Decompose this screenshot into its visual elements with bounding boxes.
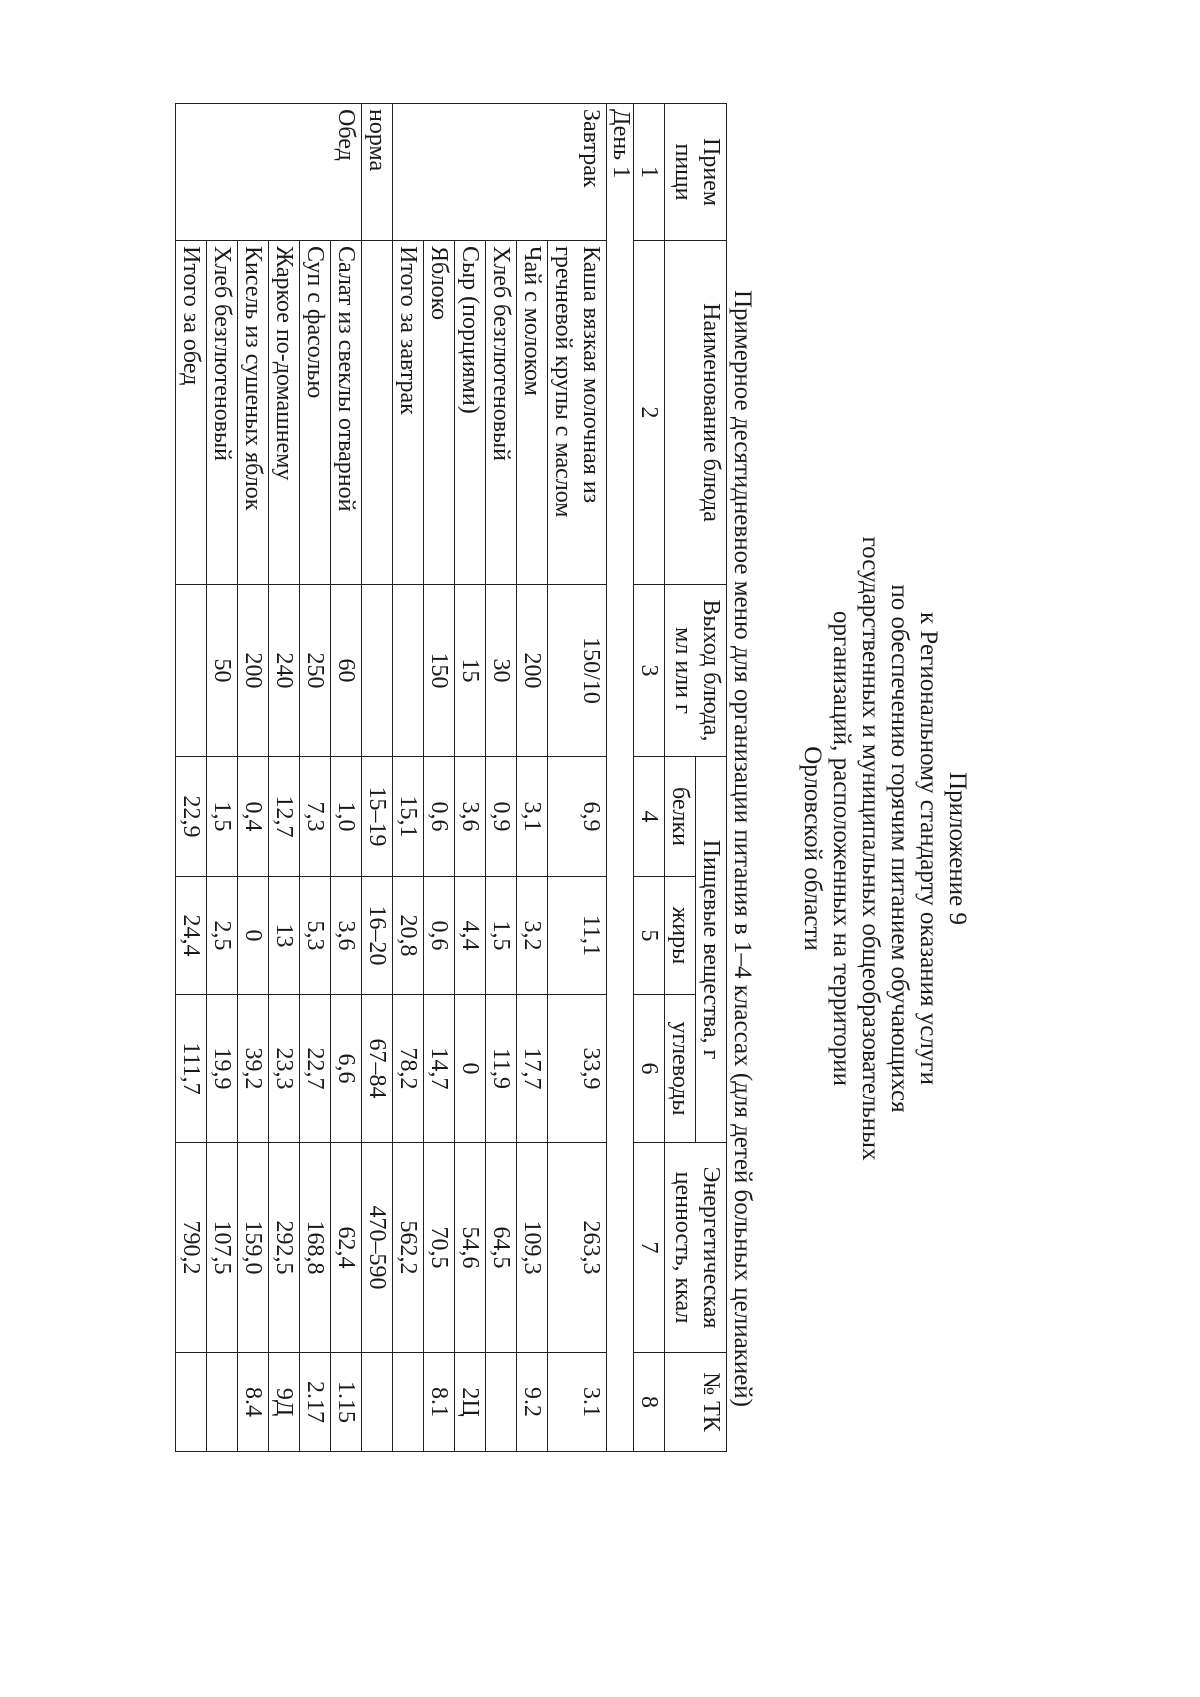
dish-tk: 1.15	[331, 1353, 362, 1452]
table-row	[300, 104, 331, 1452]
dish-protein: 7,3	[300, 757, 331, 877]
dish-fat: 1,5	[486, 877, 517, 995]
dish-fat: 0	[238, 877, 269, 995]
meal-breakfast: Завтрак	[393, 104, 607, 241]
table-row	[207, 104, 238, 1452]
dish-protein: 1,5	[207, 757, 238, 877]
col-protein-header: белки	[665, 757, 696, 877]
col-nutrients-header: Пищевые вещества, г	[696, 757, 727, 1143]
norm-row	[362, 104, 393, 1452]
dish-tk: 2.17	[300, 1353, 331, 1452]
norm-label: норма	[362, 104, 393, 241]
header-line: организаций, расположенных на территории	[828, 610, 855, 1087]
column-number: 5	[634, 877, 665, 995]
norm-protein: 15–19	[362, 757, 393, 877]
dish-carbs: 19,9	[207, 995, 238, 1143]
table-row	[455, 104, 486, 1452]
dish-energy: 107,5	[207, 1143, 238, 1353]
dish-energy: 54,6	[455, 1143, 486, 1353]
appendix-header	[798, 0, 972, 1697]
dish-tk: 8.4	[238, 1353, 269, 1452]
column-number: 8	[634, 1353, 665, 1452]
total-protein: 22,9	[176, 757, 207, 877]
dish-fat: 3,6	[331, 877, 362, 995]
dish-energy: 263,3	[548, 1143, 607, 1353]
dish-fat: 3,2	[517, 877, 548, 995]
total-row	[393, 104, 424, 1452]
col-yield-header: Выход блюда, мл или г	[665, 585, 727, 757]
total-yield	[176, 585, 207, 757]
table-row	[517, 104, 548, 1452]
dish-name: Чай с молоком	[517, 241, 548, 585]
menu-title: Примерное десятидневное меню для организации питания в 1–4 классах (для детей больных целиакией)	[729, 289, 756, 1408]
header-line: к Региональному стандарту оказания услуги	[915, 612, 942, 1085]
header-row	[696, 104, 727, 1452]
total-tk	[176, 1353, 207, 1452]
dish-carbs: 39,2	[238, 995, 269, 1143]
norm-tk	[362, 1353, 393, 1452]
dish-carbs: 33,9	[548, 995, 607, 1143]
col-carbs-header: углеводы	[665, 995, 696, 1143]
table-row	[424, 104, 455, 1452]
dish-name: Салат из свеклы отварной	[331, 241, 362, 585]
dish-tk: 8.1	[424, 1353, 455, 1452]
dish-energy: 292,5	[269, 1143, 300, 1353]
day-row	[607, 104, 634, 1452]
dish-fat: 0,6	[424, 877, 455, 995]
dish-energy: 70,5	[424, 1143, 455, 1353]
total-label: Итого за завтрак	[393, 241, 424, 585]
dish-name: Жаркое по-домашнему	[269, 241, 300, 585]
total-label: Итого за обед	[176, 241, 207, 585]
dish-yield: 15	[455, 585, 486, 757]
dish-yield: 200	[238, 585, 269, 757]
dish-tk	[486, 1353, 517, 1452]
total-row	[176, 104, 207, 1452]
dish-carbs: 23,3	[269, 995, 300, 1143]
norm-energy: 470–590	[362, 1143, 393, 1353]
dish-energy: 109,3	[517, 1143, 548, 1353]
dish-carbs: 6,6	[331, 995, 362, 1143]
dish-carbs: 22,7	[300, 995, 331, 1143]
column-number: 1	[634, 104, 665, 241]
total-carbs: 111,7	[176, 995, 207, 1143]
dish-protein: 1,0	[331, 757, 362, 877]
dish-carbs: 14,7	[424, 995, 455, 1143]
dish-carbs: 11,9	[486, 995, 517, 1143]
column-number: 6	[634, 995, 665, 1143]
column-numbers-row	[634, 104, 665, 1452]
dish-yield: 30	[486, 585, 517, 757]
dish-yield: 250	[300, 585, 331, 757]
dish-tk: 9.2	[517, 1353, 548, 1452]
column-number: 7	[634, 1143, 665, 1353]
dish-fat: 11,1	[548, 877, 607, 995]
dish-name: Хлеб безглютеновый	[486, 241, 517, 585]
total-yield	[393, 585, 424, 757]
total-fat: 20,8	[393, 877, 424, 995]
total-protein: 15,1	[393, 757, 424, 877]
header-line: государственных и муниципальных общеобразовательных	[857, 536, 884, 1161]
dish-name: Яблоко	[424, 241, 455, 585]
dish-tk: 9Д	[269, 1353, 300, 1452]
col-tk-header: № ТК	[665, 1353, 727, 1452]
dish-energy: 64,5	[486, 1143, 517, 1353]
norm-fat: 16–20	[362, 877, 393, 995]
dish-tk: 2Ц	[455, 1353, 486, 1452]
day-label: День 1	[607, 104, 634, 1452]
norm-dish	[362, 241, 393, 585]
dish-carbs: 17,7	[517, 995, 548, 1143]
col-fat-header: жиры	[665, 877, 696, 995]
col-energy-header: Энергетическая ценность, ккал	[665, 1143, 727, 1353]
table-row	[486, 104, 517, 1452]
column-number: 4	[634, 757, 665, 877]
dish-protein: 3,6	[455, 757, 486, 877]
table-row	[238, 104, 269, 1452]
dish-fat: 2,5	[207, 877, 238, 995]
dish-fat: 5,3	[300, 877, 331, 995]
dish-yield: 200	[517, 585, 548, 757]
dish-yield: 240	[269, 585, 300, 757]
dish-tk	[207, 1353, 238, 1452]
header-line: по обеспечению горячим питанием обучающихся	[886, 584, 913, 1113]
dish-name: Кисель из сушеных яблок	[238, 241, 269, 585]
col-meal-header: Прием пищи	[665, 104, 727, 241]
dish-carbs: 0	[455, 995, 486, 1143]
dish-protein: 0,4	[238, 757, 269, 877]
dish-fat: 4,4	[455, 877, 486, 995]
dish-energy: 159,0	[238, 1143, 269, 1353]
table-row	[269, 104, 300, 1452]
col-dish-header: Наименование блюда	[665, 241, 727, 585]
header-line: Орловской области	[799, 746, 826, 951]
dish-protein: 12,7	[269, 757, 300, 877]
dish-name: Хлеб безглютеновый	[207, 241, 238, 585]
dish-protein: 0,6	[424, 757, 455, 877]
menu-table	[175, 103, 727, 1452]
column-number: 2	[634, 241, 665, 585]
dish-yield: 60	[331, 585, 362, 757]
dish-energy: 62,4	[331, 1143, 362, 1353]
table-row	[548, 104, 607, 1452]
column-number: 3	[634, 585, 665, 757]
dish-energy: 168,8	[300, 1143, 331, 1353]
total-energy: 790,2	[176, 1143, 207, 1353]
header-line: Приложение 9	[944, 772, 971, 925]
dish-yield: 50	[207, 585, 238, 757]
dish-name: Сыр (порциями)	[455, 241, 486, 585]
table-row	[331, 104, 362, 1452]
dish-yield: 150/10	[548, 585, 607, 757]
dish-tk: 3.1	[548, 1353, 607, 1452]
dish-fat: 13	[269, 877, 300, 995]
dish-protein: 3,1	[517, 757, 548, 877]
total-tk	[393, 1353, 424, 1452]
meal-lunch: Обед	[176, 104, 362, 241]
total-energy: 562,2	[393, 1143, 424, 1353]
norm-carbs: 67–84	[362, 995, 393, 1143]
dish-name: Суп с фасолью	[300, 241, 331, 585]
dish-name: Каша вязкая молочная из гречневой крупы с маслом	[548, 241, 607, 585]
dish-protein: 6,9	[548, 757, 607, 877]
norm-yield	[362, 585, 393, 757]
dish-protein: 0,9	[486, 757, 517, 877]
total-fat: 24,4	[176, 877, 207, 995]
dish-yield: 150	[424, 585, 455, 757]
total-carbs: 78,2	[393, 995, 424, 1143]
